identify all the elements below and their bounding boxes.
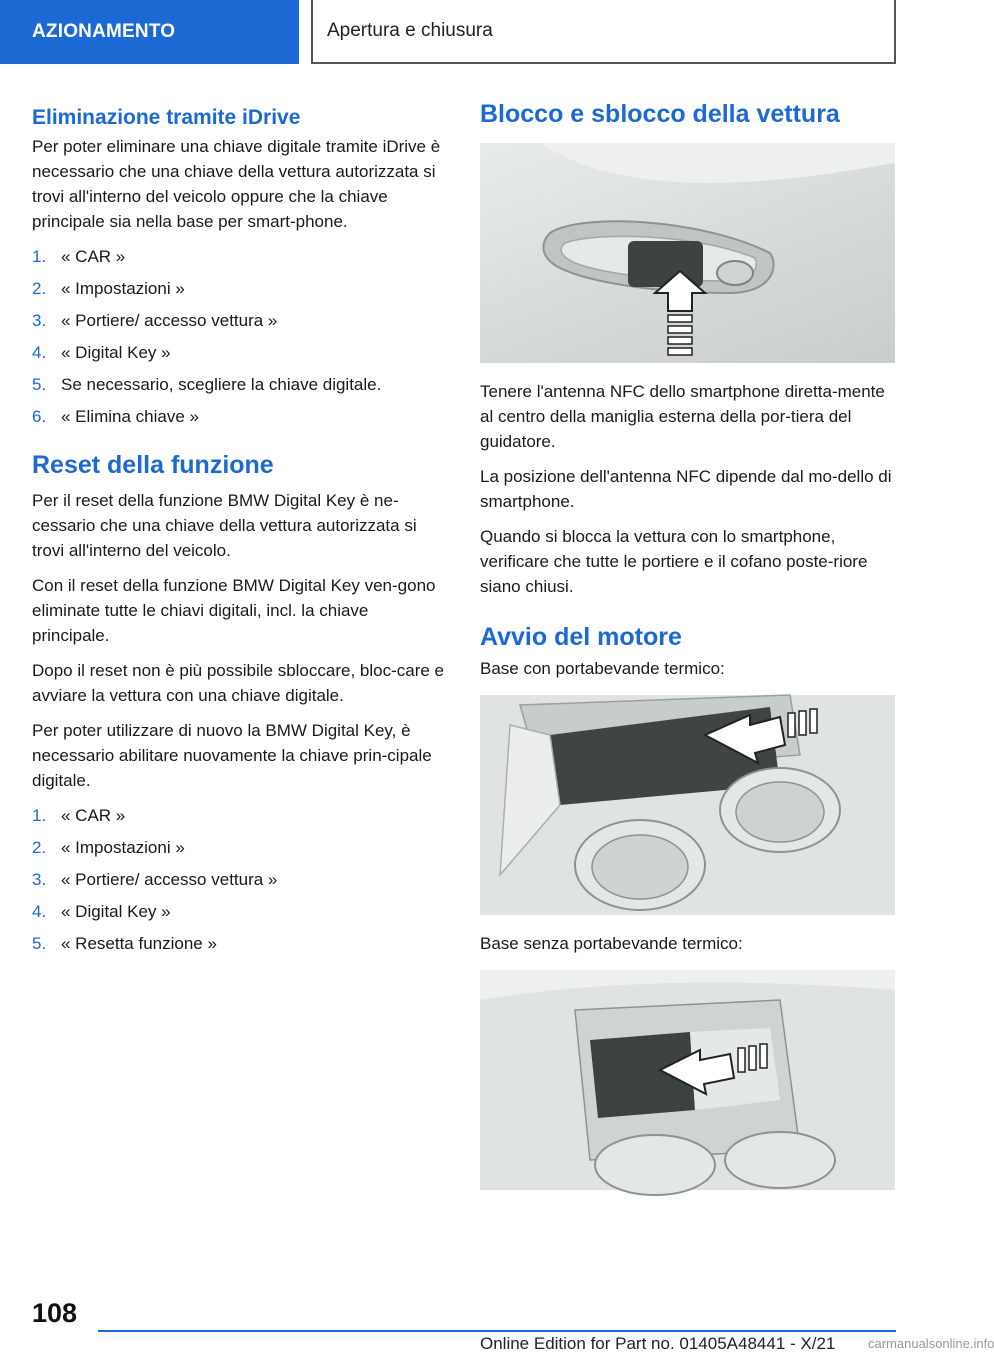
step-number: 4. [32,343,47,362]
step-number: 2. [32,838,47,857]
heading-avvio: Avvio del motore [480,623,682,651]
paragraph-blocco-3: Quando si blocca la vettura con lo smartphone, verificare che tutte le portiere e il cofano poste‐riore siano chiusi. [480,527,868,596]
step-number: 5. [32,934,47,953]
caption-without-thermal-holder: Base senza portabevande termico: [480,934,743,953]
step-number: 3. [32,870,47,889]
heading-reset: Reset della funzione [32,451,274,479]
paragraph-reset-3: Dopo il reset non è più possibile sbloccare, bloc‐care e avviare la vettura con una chiave digitale. [32,661,445,705]
left-column [32,100,444,963]
step-number: 1. [32,247,47,266]
chapter-title [311,0,896,64]
list-item [32,308,444,333]
step-text: « Elimina chiave » [61,407,199,426]
list-item [32,340,444,365]
step-number: 5. [32,375,47,394]
illustration-door-handle [480,143,895,363]
heading-eliminazione: Eliminazione tramite iDrive [32,106,301,129]
step-number: 1. [32,806,47,825]
paragraph-reset-2: Con il reset della funzione BMW Digital Key ven‐gono eliminate tutte le chiavi digitali, incl. la chiave principale. [32,576,436,645]
list-item [32,404,444,429]
paragraph-reset-1: Per il reset della funzione BMW Digital Key è ne‐cessario che una chiave della vettura autorizzata si trovi all'interno del veicolo. [32,491,417,560]
illustration-thermal-cup-holder [480,695,895,915]
step-number: 3. [32,311,47,330]
illustration-standard-cup-holder [480,970,895,1190]
list-item [32,931,444,956]
chapter-title-text: Apertura e chiusura [327,20,493,41]
section-tab [0,0,299,64]
footer-divider [98,1330,896,1332]
section-label: AZIONAMENTO [32,21,176,42]
paragraph-reset-4: Per poter utilizzare di nuovo la BMW Digital Key, è necessario abilitare nuovamente la chiave prin‐cipale digitale. [32,721,432,790]
step-text: « Impostazioni » [61,838,185,857]
heading-blocco: Blocco e sblocco della vettura [480,100,840,128]
steps-reset [32,803,444,956]
step-text: « CAR » [61,806,126,825]
list-item [32,835,444,860]
step-number: 6. [32,407,47,426]
step-text: « Portiere/ accesso vettura » [61,311,278,330]
step-text: « Digital Key » [61,902,171,921]
right-column [480,100,892,1190]
list-item [32,244,444,269]
step-number: 2. [32,279,47,298]
paragraph-blocco-2: La posizione dell'antenna NFC dipende dal mo‐dello di smartphone. [480,467,892,511]
step-number: 4. [32,902,47,921]
paragraph-blocco-1: Tenere l'antenna NFC dello smartphone diretta‐mente al centro della maniglia esterna della por‐tiera del guidatore. [480,382,885,451]
step-text: « CAR » [61,247,126,266]
caption-with-thermal-holder: Base con portabevande termico: [480,659,725,678]
step-text: « Impostazioni » [61,279,185,298]
watermark: carmanualsonline.info [868,1336,994,1351]
step-text: Se necessario, scegliere la chiave digitale. [61,375,382,394]
page-number: 108 [32,1298,78,1328]
step-text: « Portiere/ accesso vettura » [61,870,278,889]
list-item [32,867,444,892]
step-text: « Digital Key » [61,343,171,362]
paragraph-eliminazione-intro: Per poter eliminare una chiave digitale tramite iDrive è necessario che una chiave della vettura autorizzata si trovi all'interno del veicolo oppure che la chiave principale sia nella base per smart‐phone. [32,137,441,231]
list-item [32,899,444,924]
list-item [32,803,444,828]
step-text: « Resetta funzione » [61,934,217,953]
list-item [32,372,444,397]
steps-eliminazione [32,244,444,429]
footer-edition: Online Edition for Part no. 01405A48441 - X/21 [480,1334,836,1353]
list-item [32,276,444,301]
